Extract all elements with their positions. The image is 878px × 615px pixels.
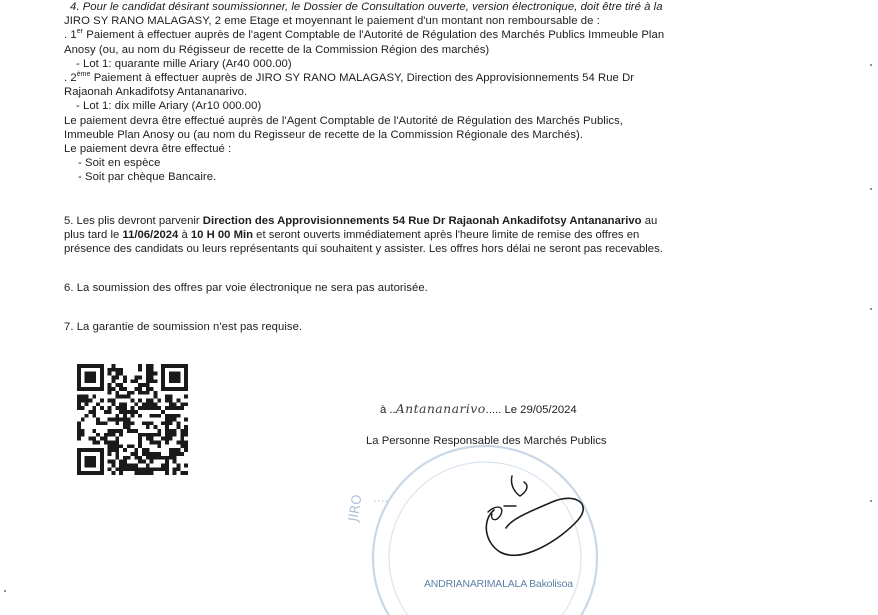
payment-option-1-line2: Anosy (ou, au nom du Régisseur de recette de la Commission Région des marchés) <box>64 43 490 56</box>
document-body <box>64 0 780 335</box>
option-1-sup: er <box>76 28 84 36</box>
deadline-date: 11/06/2024 <box>122 228 179 241</box>
signature-date: ..... Le 29/05/2024 <box>485 404 577 416</box>
para5-line1 <box>64 214 780 228</box>
para5-deadline-lead: plus tard le <box>64 228 123 241</box>
margin-dot <box>870 500 872 502</box>
option-1-number: . 1 <box>64 29 77 42</box>
payment-note-line1: Le paiement devra être effectué auprès de l'Agent Comptable de l'Autorité de Régulation des Marchés Publics, <box>64 114 623 127</box>
para5 <box>64 214 780 257</box>
payment-option-2 <box>64 71 780 85</box>
para5-lead: 5. Les plis devront parvenir <box>64 214 203 227</box>
payment-note-line3: Le paiement devra être effectué : <box>64 143 232 156</box>
para5-at: à <box>178 228 191 241</box>
margin-dot <box>870 64 872 66</box>
svg-text:....: .... <box>373 491 389 505</box>
lot2-amount: - Lot 1: dix mille Ariary (Ar10 000.00) <box>76 100 262 113</box>
place-prefix: à .. <box>380 404 396 416</box>
para7: 7. La garantie de soumission n'est pas requise. <box>64 321 303 334</box>
deadline-time: 10 H 00 Min <box>190 228 254 241</box>
option-2-text: Paiement à effectuer auprès de JIRO SY RANO MALAGASY, Direction des Approvisionnements 54 Rue Dr <box>90 72 635 85</box>
para4-line2: JIRO SY RANO MALAGASY, 2 eme Etage et moyennant le paiement d'un montant non remboursable de : <box>64 15 600 28</box>
handwritten-signature <box>460 462 600 572</box>
option-2-number: . 2 <box>64 72 77 85</box>
para5-opening: et seront ouverts immédiatement après l'heure limite de remise des offres en <box>253 228 640 241</box>
option-1-text: Paiement à effectuer auprès de l'agent Comptable de l'Autorité de Régulation des Marchés Publics Immeuble Plan <box>83 29 665 42</box>
payment-method-cheque: - Soit par chèque Bancaire. <box>78 171 217 184</box>
delivery-address: Direction des Approvisionnements 54 Rue Dr Rajaonah Ankadifotsy Antananarivo <box>202 214 642 227</box>
responsible-person-title: La Personne Responsable des Marchés Publics <box>366 435 607 447</box>
margin-dot <box>4 590 6 592</box>
payment-option-2-line2: Rajaonah Ankadifotsy Antananarivo. <box>64 86 248 99</box>
qr-code-icon <box>77 364 188 475</box>
para5-line3: présence des candidats ou leurs représentants qui souhaitent y assister. Les offres hors délai ne seront pas recevables. <box>64 243 663 256</box>
para5-line2 <box>64 228 780 242</box>
place-date-line <box>380 402 577 417</box>
stamp-text: JIRO <box>346 493 366 523</box>
payment-method-cash: - Soit en espèce <box>78 157 161 170</box>
para6: 6. La soumission des offres par voie électronique ne sera pas autorisée. <box>64 282 428 295</box>
payment-option-1 <box>64 28 780 42</box>
margin-dot <box>870 188 872 190</box>
para5-tail: au <box>641 214 658 227</box>
handwritten-place: Antananarivo <box>395 401 486 416</box>
payment-note-line2: Immeuble Plan Anosy ou (au nom du Regisseur de recette de la Commission Régionale des Marchés). <box>64 128 584 141</box>
margin-dot <box>870 308 872 310</box>
para4-line1: 4. Pour le candidat désirant soumissionner, le Dossier de Consultation ouverte, version électronique, doit être tiré à la <box>70 1 663 13</box>
lot1-amount: - Lot 1: quarante mille Ariary (Ar40 000.00) <box>76 57 292 70</box>
option-2-sup: ème <box>76 71 91 79</box>
signer-name: ANDRIANARIMALALA Bakolisoa <box>424 578 573 590</box>
